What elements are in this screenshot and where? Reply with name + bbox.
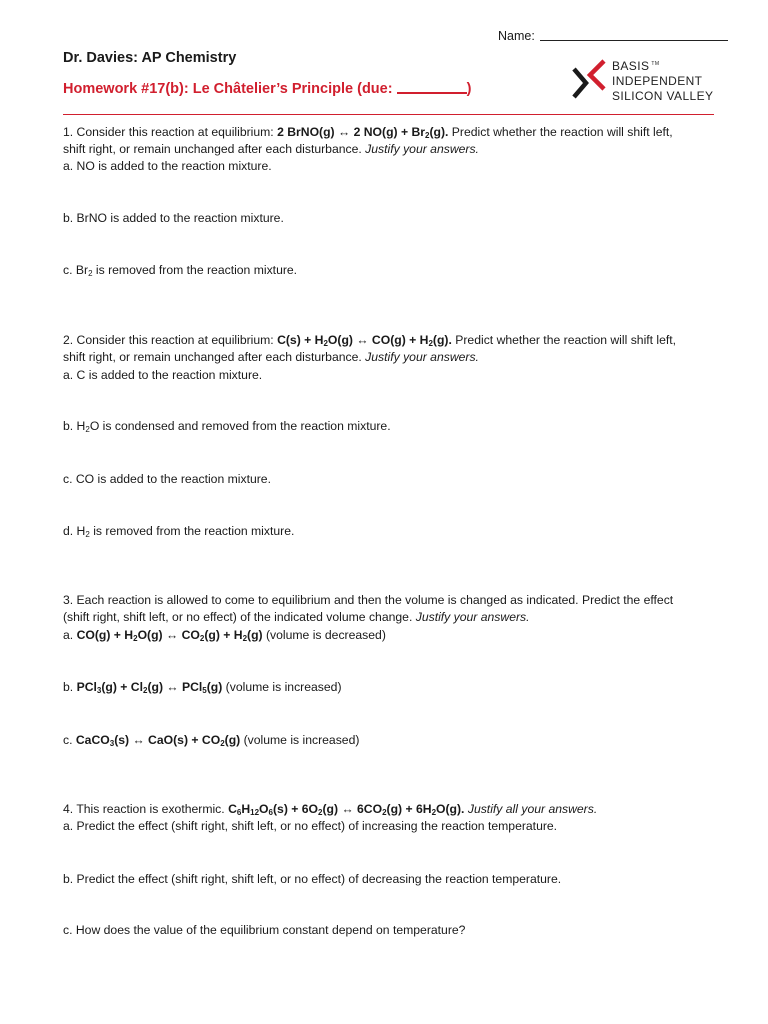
q2-part-d: d. $H_2$ is removed from the reaction mixture. xyxy=(63,524,295,539)
q4-part-c: c. How does the value of the equilibrium constant depend on temperature? xyxy=(63,923,466,937)
logo-tm: TM xyxy=(651,61,660,67)
q4-part-a: a. Predict the effect (shift right, shift left, or no effect) of increasing the reaction temperature. xyxy=(63,819,558,833)
name-field[interactable] xyxy=(498,28,728,43)
q1-line2: shift right, or remain unchanged after each disturbance. Justify your answers. xyxy=(63,142,479,156)
logo-line3: SILICON VALLEY xyxy=(612,89,714,103)
q4-part-b: b. Predict the effect (shift right, shift left, or no effect) of decreasing the reaction temperature. xyxy=(63,872,562,886)
q3-line2: (shift right, shift left, or no effect) of the indicated volume change. Justify your answers. xyxy=(63,610,530,624)
q2-part-b: b. $H_2O$ is condensed and removed from the reaction mixture. xyxy=(63,419,391,434)
q1-part-c: c. $Br_2$ is removed from the reaction mixture. xyxy=(63,263,298,278)
due-date-blank xyxy=(397,80,467,94)
homework-title xyxy=(63,80,471,97)
school-logo-text xyxy=(612,57,713,104)
q2-line1: 2. Consider this reaction at equilibrium: $C(s) + H_2O(g)$ ↔ $CO(g) + H_2(g)$. Predict whether the reaction will shift left, xyxy=(63,333,677,348)
q2-line2: shift right, or remain unchanged after each disturbance. Justify your answers. xyxy=(63,350,479,364)
course-title: Dr. Davies: AP Chemistry xyxy=(63,50,237,66)
q3-part-c: c. CaCO$_3$(s) ↔ $CaO(s) + CO_2(g)$ (volume is increased) xyxy=(63,733,360,748)
q1-line1: 1. Consider this reaction at equilibrium: 2 BrNO(g) ↔ 2 $NO(g) + Br_2(g)$. Predict whether the reaction will shift left, xyxy=(63,125,673,140)
homework-title-prefix: Homework #17(b): Le Châtelier’s Principle (due: xyxy=(63,81,397,97)
q3-part-a: a. $CO(g) + H_2O(g)$ ↔ $CO_2(g) + H_2(g)$ (volume is decreased) xyxy=(63,628,386,643)
q2-part-c: c. CO is added to the reaction mixture. xyxy=(63,472,271,486)
header-divider xyxy=(63,114,714,115)
name-blank[interactable] xyxy=(540,28,728,41)
logo-line2: INDEPENDENT xyxy=(612,74,703,88)
logo-line1: BASIS xyxy=(612,59,650,73)
q1-part-a: a. NO is added to the reaction mixture. xyxy=(63,159,272,173)
homework-title-suffix: ) xyxy=(466,81,472,97)
basis-chevron-logo-icon xyxy=(570,59,606,101)
q3-part-b: b. $PCl_3(g) + Cl_2(g)$ ↔ PCl$_5$(g) (volume is increased) xyxy=(63,680,342,695)
q2-part-a: a. C is added to the reaction mixture. xyxy=(63,368,263,382)
name-label: Name: xyxy=(498,29,539,43)
q1-part-b: b. BrNO is added to the reaction mixture. xyxy=(63,211,284,225)
q3-line1: 3. Each reaction is allowed to come to equilibrium and then the volume is changed as indicated. Predict the effect xyxy=(63,593,674,607)
q4-line1: 4. This reaction is exothermic. $C_6H_{12}O_6(s) + 6O_2(g)$ ↔ $6CO_2(g) + 6H_2O(g)$. Justify all your answers. xyxy=(63,802,598,817)
